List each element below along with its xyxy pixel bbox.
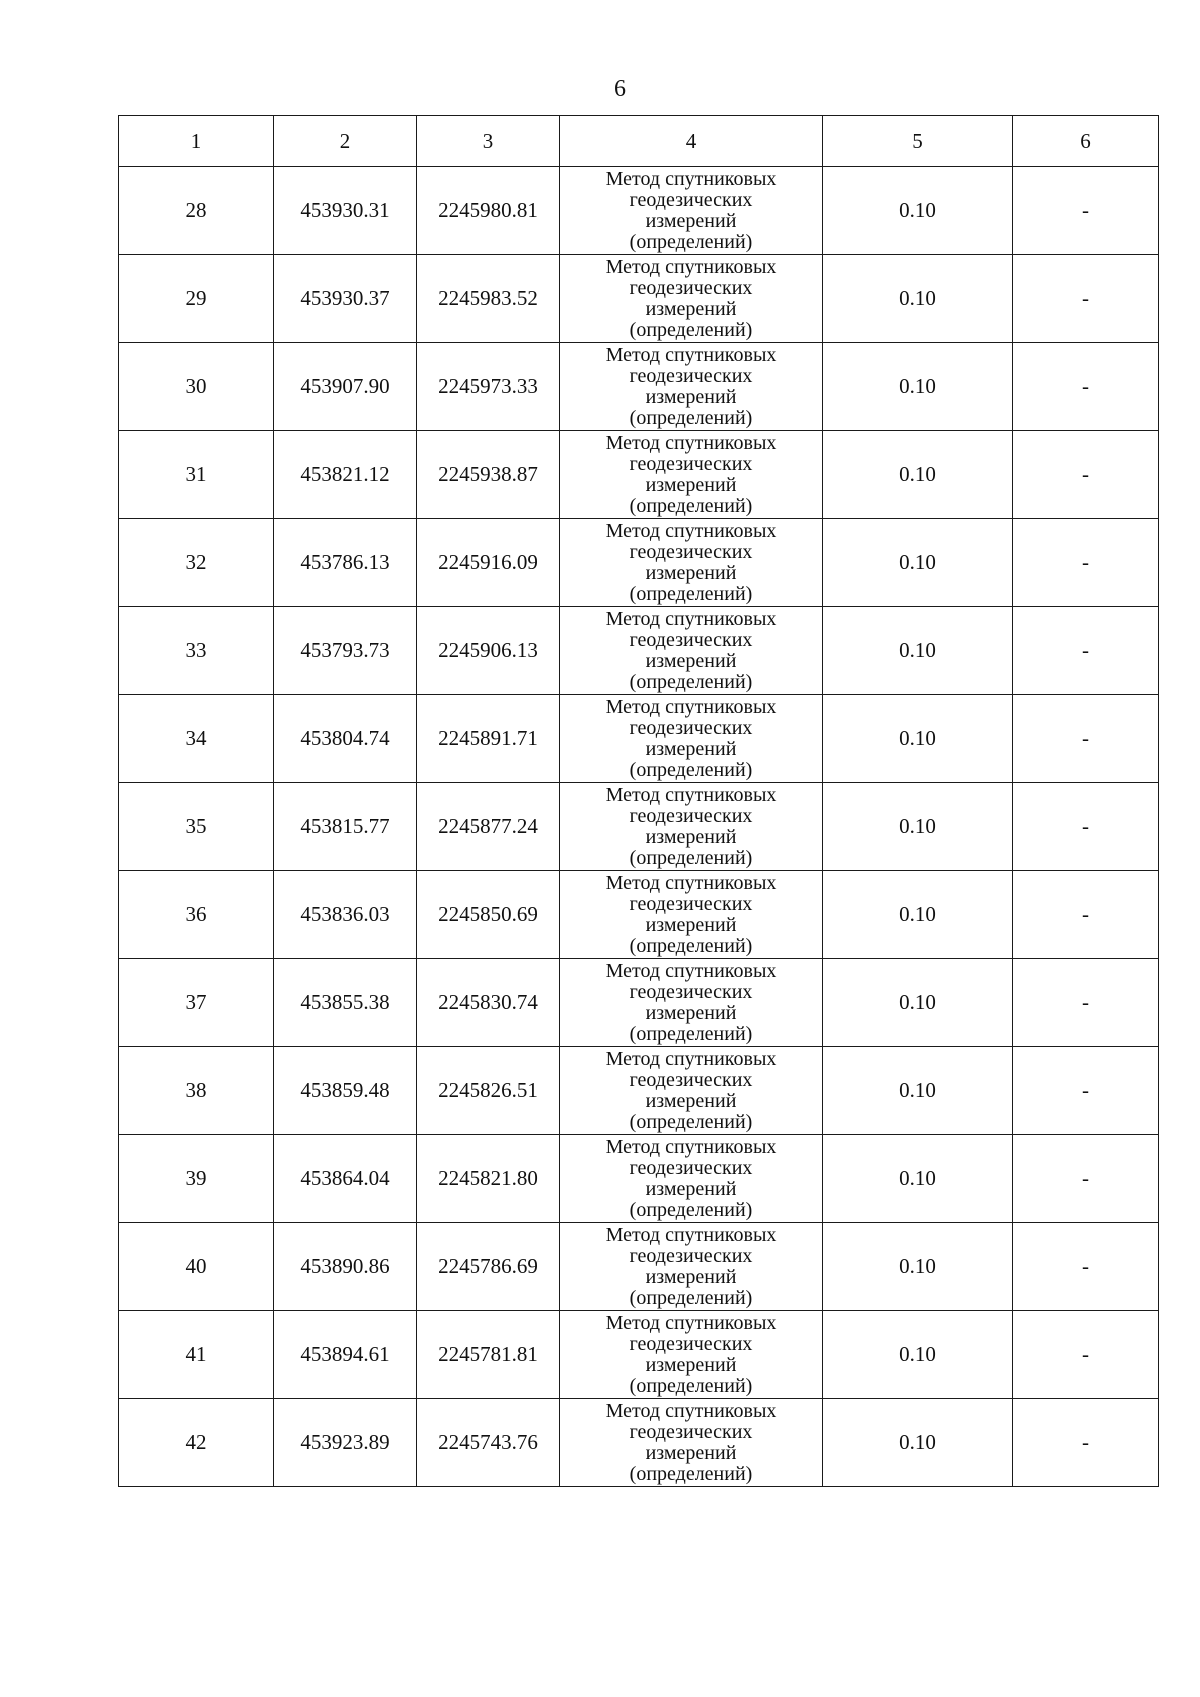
table-row	[119, 871, 1159, 959]
x-coordinate-cell: 453793.73	[274, 607, 417, 695]
note-cell: -	[1013, 1311, 1159, 1399]
method-line: измерений	[645, 297, 737, 320]
point-number-cell: 36	[119, 871, 274, 959]
method-line: измерений	[645, 825, 737, 848]
method-line: (определений)	[629, 758, 753, 781]
method-line: геодезических	[629, 1420, 753, 1443]
x-coordinate-cell: 453930.37	[274, 255, 417, 343]
accuracy-cell: 0.10	[823, 1311, 1013, 1399]
coordinates-table	[118, 115, 1159, 1487]
method-line: (определений)	[629, 934, 753, 957]
y-coordinate-cell: 2245980.81	[417, 167, 560, 255]
y-coordinate-cell: 2245781.81	[417, 1311, 560, 1399]
point-number-cell: 32	[119, 519, 274, 607]
note-cell: -	[1013, 695, 1159, 783]
method-line: геодезических	[629, 892, 753, 915]
column-header: 3	[417, 116, 560, 167]
note-cell: -	[1013, 519, 1159, 607]
x-coordinate-cell: 453836.03	[274, 871, 417, 959]
method-cell	[560, 255, 823, 343]
note-cell: -	[1013, 871, 1159, 959]
method-line: Метод спутниковых	[605, 783, 777, 806]
note-cell: -	[1013, 167, 1159, 255]
method-line: измерений	[645, 385, 737, 408]
method-line: измерений	[645, 1353, 737, 1376]
method-line: Метод спутниковых	[605, 695, 777, 718]
method-line: измерений	[645, 209, 737, 232]
method-line: измерений	[645, 561, 737, 584]
method-line: Метод спутниковых	[605, 871, 777, 894]
method-line: (определений)	[629, 582, 753, 605]
table-row	[119, 431, 1159, 519]
method-line: Метод спутниковых	[605, 255, 777, 278]
table-row	[119, 1223, 1159, 1311]
accuracy-cell: 0.10	[823, 695, 1013, 783]
method-line: (определений)	[629, 230, 753, 253]
x-coordinate-cell: 453930.31	[274, 167, 417, 255]
point-number-cell: 41	[119, 1311, 274, 1399]
method-line: измерений	[645, 649, 737, 672]
y-coordinate-cell: 2245830.74	[417, 959, 560, 1047]
column-header: 4	[560, 116, 823, 167]
accuracy-cell: 0.10	[823, 1399, 1013, 1487]
accuracy-cell: 0.10	[823, 959, 1013, 1047]
note-cell: -	[1013, 1047, 1159, 1135]
method-line: (определений)	[629, 1110, 753, 1133]
method-cell	[560, 783, 823, 871]
accuracy-cell: 0.10	[823, 1135, 1013, 1223]
accuracy-cell: 0.10	[823, 1223, 1013, 1311]
accuracy-cell: 0.10	[823, 343, 1013, 431]
x-coordinate-cell: 453855.38	[274, 959, 417, 1047]
y-coordinate-cell: 2245916.09	[417, 519, 560, 607]
accuracy-cell: 0.10	[823, 255, 1013, 343]
method-line: измерений	[645, 1001, 737, 1024]
method-cell	[560, 519, 823, 607]
y-coordinate-cell: 2245983.52	[417, 255, 560, 343]
table-row	[119, 1399, 1159, 1487]
method-line: (определений)	[629, 1286, 753, 1309]
method-line: Метод спутниковых	[605, 607, 777, 630]
method-line: Метод спутниковых	[605, 959, 777, 982]
method-line: Метод спутниковых	[605, 1135, 777, 1158]
point-number-cell: 40	[119, 1223, 274, 1311]
method-line: (определений)	[629, 318, 753, 341]
method-cell	[560, 959, 823, 1047]
method-line: геодезических	[629, 980, 753, 1003]
point-number-cell: 30	[119, 343, 274, 431]
note-cell: -	[1013, 607, 1159, 695]
method-line: измерений	[645, 1441, 737, 1464]
accuracy-cell: 0.10	[823, 1047, 1013, 1135]
accuracy-cell: 0.10	[823, 607, 1013, 695]
method-cell	[560, 1135, 823, 1223]
note-cell: -	[1013, 343, 1159, 431]
method-line: геодезических	[629, 1068, 753, 1091]
note-cell: -	[1013, 431, 1159, 519]
table-row	[119, 519, 1159, 607]
method-line: Метод спутниковых	[605, 431, 777, 454]
method-line: Метод спутниковых	[605, 1311, 777, 1334]
method-cell	[560, 167, 823, 255]
method-line: геодезических	[629, 540, 753, 563]
note-cell: -	[1013, 783, 1159, 871]
table-row	[119, 959, 1159, 1047]
method-line: Метод спутниковых	[605, 167, 777, 190]
y-coordinate-cell: 2245743.76	[417, 1399, 560, 1487]
point-number-cell: 37	[119, 959, 274, 1047]
x-coordinate-cell: 453864.04	[274, 1135, 417, 1223]
method-line: Метод спутниковых	[605, 1047, 777, 1070]
y-coordinate-cell: 2245826.51	[417, 1047, 560, 1135]
accuracy-cell: 0.10	[823, 871, 1013, 959]
point-number-cell: 38	[119, 1047, 274, 1135]
accuracy-cell: 0.10	[823, 431, 1013, 519]
table-body	[119, 167, 1159, 1487]
note-cell: -	[1013, 1135, 1159, 1223]
y-coordinate-cell: 2245906.13	[417, 607, 560, 695]
accuracy-cell: 0.10	[823, 167, 1013, 255]
method-line: измерений	[645, 1265, 737, 1288]
method-line: геодезических	[629, 628, 753, 651]
page-number: 6	[614, 76, 626, 102]
method-line: геодезических	[629, 1332, 753, 1355]
x-coordinate-cell: 453815.77	[274, 783, 417, 871]
table-row	[119, 167, 1159, 255]
x-coordinate-cell: 453804.74	[274, 695, 417, 783]
table-row	[119, 1135, 1159, 1223]
point-number-cell: 34	[119, 695, 274, 783]
note-cell: -	[1013, 1399, 1159, 1487]
column-header: 1	[119, 116, 274, 167]
y-coordinate-cell: 2245877.24	[417, 783, 560, 871]
point-number-cell: 31	[119, 431, 274, 519]
table-row	[119, 1047, 1159, 1135]
method-line: (определений)	[629, 1374, 753, 1397]
table-row	[119, 607, 1159, 695]
method-line: (определений)	[629, 494, 753, 517]
table-row	[119, 255, 1159, 343]
method-line: Метод спутниковых	[605, 343, 777, 366]
x-coordinate-cell: 453786.13	[274, 519, 417, 607]
method-line: Метод спутниковых	[605, 519, 777, 542]
method-line: геодезических	[629, 276, 753, 299]
method-line: измерений	[645, 473, 737, 496]
x-coordinate-cell: 453859.48	[274, 1047, 417, 1135]
method-cell	[560, 1399, 823, 1487]
y-coordinate-cell: 2245850.69	[417, 871, 560, 959]
method-line: геодезических	[629, 804, 753, 827]
point-number-cell: 29	[119, 255, 274, 343]
method-line: измерений	[645, 1089, 737, 1112]
note-cell: -	[1013, 1223, 1159, 1311]
y-coordinate-cell: 2245786.69	[417, 1223, 560, 1311]
method-cell	[560, 695, 823, 783]
method-cell	[560, 1047, 823, 1135]
method-cell	[560, 431, 823, 519]
method-cell	[560, 1223, 823, 1311]
method-line: измерений	[645, 1177, 737, 1200]
note-cell: -	[1013, 255, 1159, 343]
point-number-cell: 33	[119, 607, 274, 695]
method-line: (определений)	[629, 1022, 753, 1045]
table-header-row	[119, 116, 1159, 167]
note-cell: -	[1013, 959, 1159, 1047]
method-line: (определений)	[629, 670, 753, 693]
x-coordinate-cell: 453894.61	[274, 1311, 417, 1399]
x-coordinate-cell: 453890.86	[274, 1223, 417, 1311]
y-coordinate-cell: 2245891.71	[417, 695, 560, 783]
method-line: (определений)	[629, 1198, 753, 1221]
accuracy-cell: 0.10	[823, 519, 1013, 607]
method-line: измерений	[645, 913, 737, 936]
method-line: геодезических	[629, 716, 753, 739]
method-line: (определений)	[629, 406, 753, 429]
method-line: геодезических	[629, 188, 753, 211]
table-row	[119, 695, 1159, 783]
method-line: (определений)	[629, 846, 753, 869]
method-line: геодезических	[629, 452, 753, 475]
method-line: (определений)	[629, 1462, 753, 1485]
column-header: 2	[274, 116, 417, 167]
x-coordinate-cell: 453907.90	[274, 343, 417, 431]
y-coordinate-cell: 2245938.87	[417, 431, 560, 519]
table-row	[119, 1311, 1159, 1399]
table-row	[119, 343, 1159, 431]
method-cell	[560, 1311, 823, 1399]
table-row	[119, 783, 1159, 871]
point-number-cell: 28	[119, 167, 274, 255]
method-line: геодезических	[629, 364, 753, 387]
method-cell	[560, 343, 823, 431]
method-cell	[560, 871, 823, 959]
method-line: геодезических	[629, 1244, 753, 1267]
method-line: Метод спутниковых	[605, 1399, 777, 1422]
accuracy-cell: 0.10	[823, 783, 1013, 871]
method-line: Метод спутниковых	[605, 1223, 777, 1246]
x-coordinate-cell: 453923.89	[274, 1399, 417, 1487]
y-coordinate-cell: 2245973.33	[417, 343, 560, 431]
method-cell	[560, 607, 823, 695]
column-header: 5	[823, 116, 1013, 167]
point-number-cell: 42	[119, 1399, 274, 1487]
method-line: геодезических	[629, 1156, 753, 1179]
point-number-cell: 35	[119, 783, 274, 871]
method-line: измерений	[645, 737, 737, 760]
column-header: 6	[1013, 116, 1159, 167]
point-number-cell: 39	[119, 1135, 274, 1223]
x-coordinate-cell: 453821.12	[274, 431, 417, 519]
y-coordinate-cell: 2245821.80	[417, 1135, 560, 1223]
